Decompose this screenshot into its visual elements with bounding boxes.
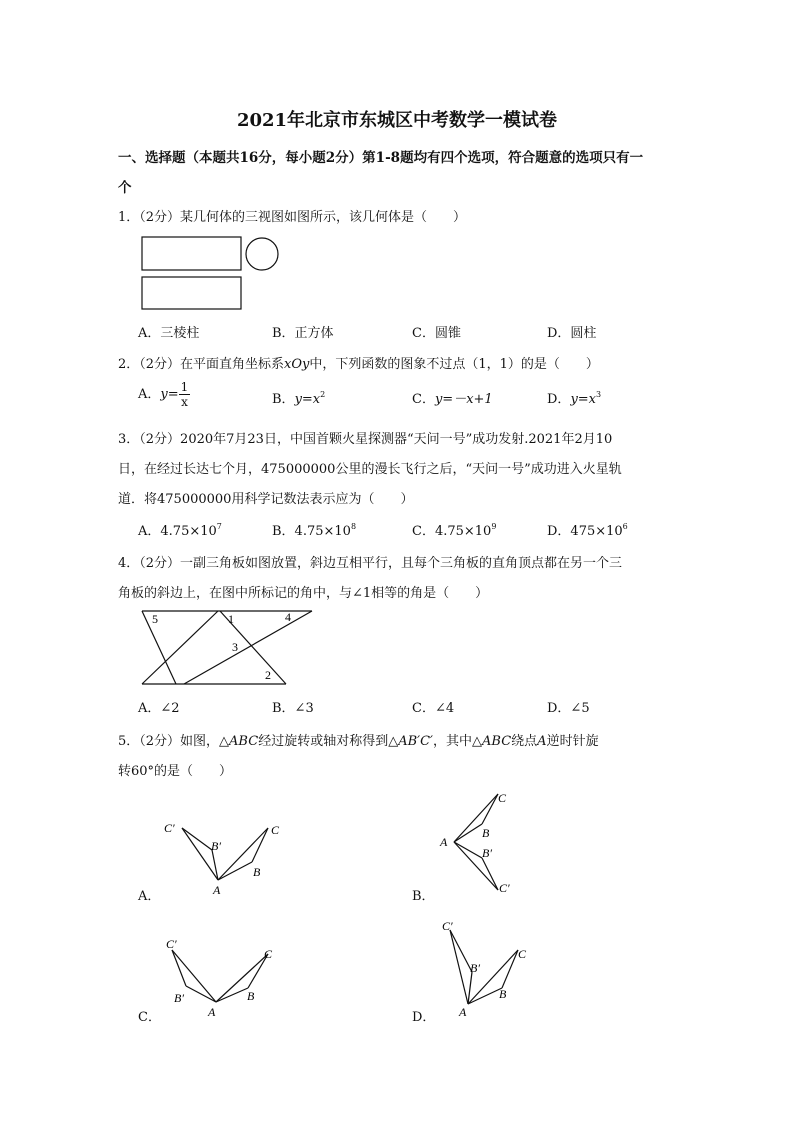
section-heading-line2: 个 — [118, 180, 132, 196]
q1-option-b: B．正方体 — [272, 326, 334, 341]
angle-label-5: 5 — [152, 612, 158, 626]
q3-option-b: B．$4.75\times 10^8$ — [272, 522, 357, 539]
label-c-prime: C′ — [166, 937, 177, 951]
label-a: A — [440, 835, 448, 849]
q3-line3: 道．将475000000用科学记数法表示应为（ ） — [118, 492, 414, 507]
label-a: A — [213, 883, 221, 897]
q5-figure-c — [160, 932, 290, 1024]
label-c: C — [271, 823, 280, 837]
q1-option-c: C．圆锥 — [412, 326, 461, 341]
q3-option-c: C．$4.75\times 10^9$ — [412, 522, 497, 539]
label-b-prime: B′ — [482, 846, 492, 860]
label-c: C — [498, 791, 507, 805]
q1-three-view-figure — [138, 234, 288, 314]
angle-label-4: 4 — [285, 610, 291, 624]
q1-stem: 1．（2分）某几何体的三视图如图所示，该几何体是（ ） — [118, 210, 467, 225]
label-b-prime: B′ — [211, 839, 221, 853]
q5-option-b: B． — [412, 889, 435, 904]
side-view-rect — [142, 277, 241, 309]
label-a: A — [208, 1005, 216, 1019]
q5-option-c: C． — [138, 1010, 161, 1025]
q4-line2: 角板的斜边上，在图中所标记的角中，与∠1相等的角是（ ） — [118, 586, 489, 601]
front-view-rect — [142, 237, 241, 270]
q2-option-c: C．y=－x+1 — [412, 392, 493, 407]
q5-line2: 转60°的是（ ） — [118, 764, 233, 779]
label-c-prime: C′ — [164, 821, 175, 835]
label-b: B — [499, 987, 507, 1001]
label-c-prime: C′ — [442, 919, 453, 933]
page-title: 2021年北京市东城区中考数学一模试卷 — [236, 110, 558, 131]
q4-option-b: B．∠3 — [272, 701, 314, 716]
top-view-circle — [246, 238, 278, 270]
q2-option-a: A．y= $\frac{1}{x}$ — [138, 380, 189, 409]
label-a: A — [459, 1005, 467, 1019]
angle-label-1: 1 — [228, 612, 234, 626]
q5-option-d: D． — [412, 1010, 436, 1025]
label-b-prime: B′ — [470, 961, 480, 975]
label-b: B — [482, 826, 490, 840]
q5-line1: 5．（2分）如图，△ABC经过旋转或轴对称得到△AB′C′，其中△ABC绕点A逆时针旋 — [118, 734, 599, 749]
q1-option-d: D．圆柱 — [547, 326, 597, 341]
q1-option-a: A．三棱柱 — [138, 326, 200, 341]
q4-line1: 4．（2分）一副三角板如图放置，斜边互相平行，且每个三角板的直角顶点都在另一个三 — [118, 556, 623, 571]
q2-option-b: B．$y=x^2$ — [272, 390, 326, 407]
label-b: B — [253, 865, 261, 879]
label-b-prime: B′ — [174, 991, 184, 1005]
q4-option-d: D．∠5 — [547, 701, 590, 716]
q5-option-a: A． — [138, 889, 161, 904]
angle-label-2: 2 — [265, 668, 271, 682]
q4-set-squares-figure — [136, 606, 326, 688]
q3-line1: 3．（2分）2020年7月23日，中国首颗火星探测器“天问一号”成功发射.2021年2月10 — [118, 432, 613, 447]
q4-option-c: C．∠4 — [412, 701, 455, 716]
label-c-prime: C′ — [499, 881, 510, 895]
label-c: C — [264, 947, 273, 961]
q5-figure-d — [438, 916, 538, 1024]
q2-option-d: D．$y=x^3$ — [547, 390, 602, 407]
q5-figure-b — [436, 786, 526, 898]
angle-label-3: 3 — [232, 640, 238, 654]
label-b: B — [247, 989, 255, 1003]
q5-figure-a — [160, 816, 290, 902]
section-heading-line1: 一、选择题（本题共16分，每小题2分）第1-8题均有四个选项，符合题意的选项只有一 — [118, 150, 644, 166]
q3-line2: 日，在经过长达七个月，475000000公里的漫长飞行之后，“天问一号”成功进入火星轨 — [118, 462, 622, 477]
label-c: C — [518, 947, 527, 961]
q3-option-a: A．$4.75\times 10^7$ — [138, 522, 222, 539]
q2-stem: 2．（2分）在平面直角坐标系xOy中，下列函数的图象不过点（1，1）的是（ ） — [118, 357, 599, 372]
q3-option-d: D．$475\times 10^6$ — [547, 522, 628, 539]
q4-option-a: A．∠2 — [138, 701, 180, 716]
